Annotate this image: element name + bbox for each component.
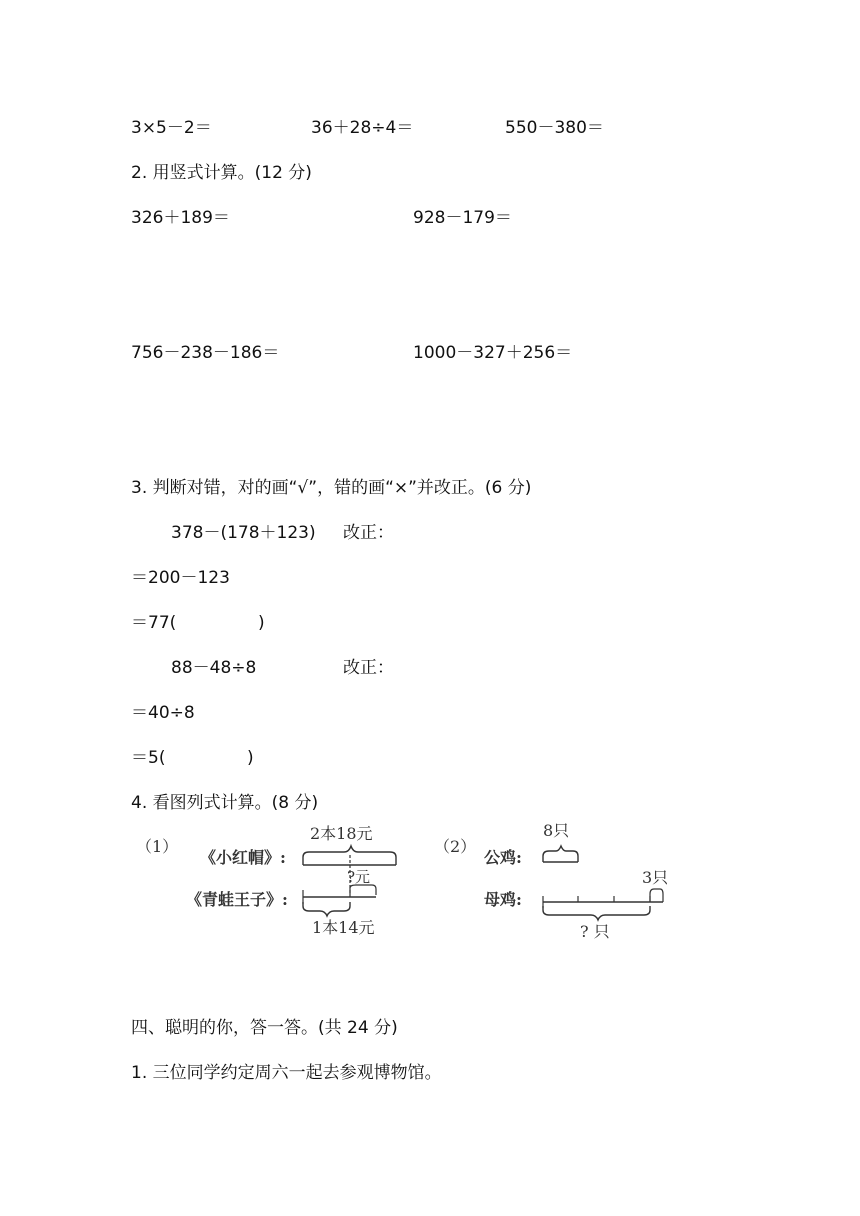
section-4-heading: 四、聪明的你，答一答。(共 24 分) — [131, 1018, 398, 1038]
judge-2-step-1: ＝40÷8 — [131, 703, 195, 723]
figure-1-number: （1） — [136, 837, 179, 856]
figure-2-bottom-brace — [543, 906, 650, 920]
figure-2-extra-brace — [650, 889, 663, 902]
expression-1: 3×5－2＝ — [131, 118, 212, 138]
figure-2-bottom-label: ? 只 — [580, 922, 610, 941]
question-3-heading: 3. 判断对错，对的画“√”，错的画“×”并改正。(6 分) — [131, 478, 532, 498]
judge-2-step-2: ＝5( — [131, 748, 166, 768]
figure-diagrams — [0, 818, 860, 948]
judge-1-answer-bracket-close: ) — [258, 613, 265, 633]
figure-1 — [136, 824, 396, 937]
figure-1-bottom-label: 1本14元 — [312, 918, 375, 937]
figure-1-mid-label: ?元 — [347, 868, 371, 886]
vertical-calc-1: 326＋189＝ — [131, 208, 230, 228]
figure-2-extra-label: 3只 — [642, 868, 669, 887]
judge-2-answer-bracket-close: ) — [247, 748, 254, 768]
vertical-calc-3: 756－238－186＝ — [131, 343, 280, 363]
figure-2-top-brace — [543, 846, 578, 862]
expression-3: 550－380＝ — [505, 118, 604, 138]
judge-1-step-2: ＝77( — [131, 613, 177, 633]
question-4-heading: 4. 看图列式计算。(8 分) — [131, 793, 319, 813]
figure-1-small-brace — [350, 885, 376, 895]
judge-1-step-1: ＝200－123 — [131, 568, 230, 588]
expression-2: 36＋28÷4＝ — [311, 118, 414, 138]
judge-1-correction-label: 改正： — [343, 523, 394, 543]
figure-2-row-1-label: 公鸡: — [484, 848, 522, 867]
figure-1-row-1-label: 《小红帽》: — [200, 848, 286, 867]
judge-1-expression: 378－(178＋123) — [171, 523, 316, 543]
figure-2-top-label: 8只 — [543, 821, 570, 840]
figure-2-row-2-label: 母鸡: — [484, 890, 522, 909]
vertical-calc-2: 928－179＝ — [413, 208, 512, 228]
judge-2-correction-label: 改正： — [343, 658, 394, 678]
figure-1-row-2-label: 《青蛙王子》: — [186, 890, 288, 909]
judge-2-expression: 88－48÷8 — [171, 658, 257, 678]
figure-2 — [434, 821, 668, 941]
vertical-calc-4: 1000－327＋256＝ — [413, 343, 573, 363]
figure-1-top-label: 2本18元 — [310, 824, 373, 843]
section-4-question-1: 1. 三位同学约定周六一起去参观博物馆。 — [131, 1063, 442, 1083]
figure-2-number: （2） — [434, 837, 477, 856]
figure-1-bottom-brace — [303, 902, 350, 916]
question-2-heading: 2. 用竖式计算。(12 分) — [131, 163, 312, 183]
